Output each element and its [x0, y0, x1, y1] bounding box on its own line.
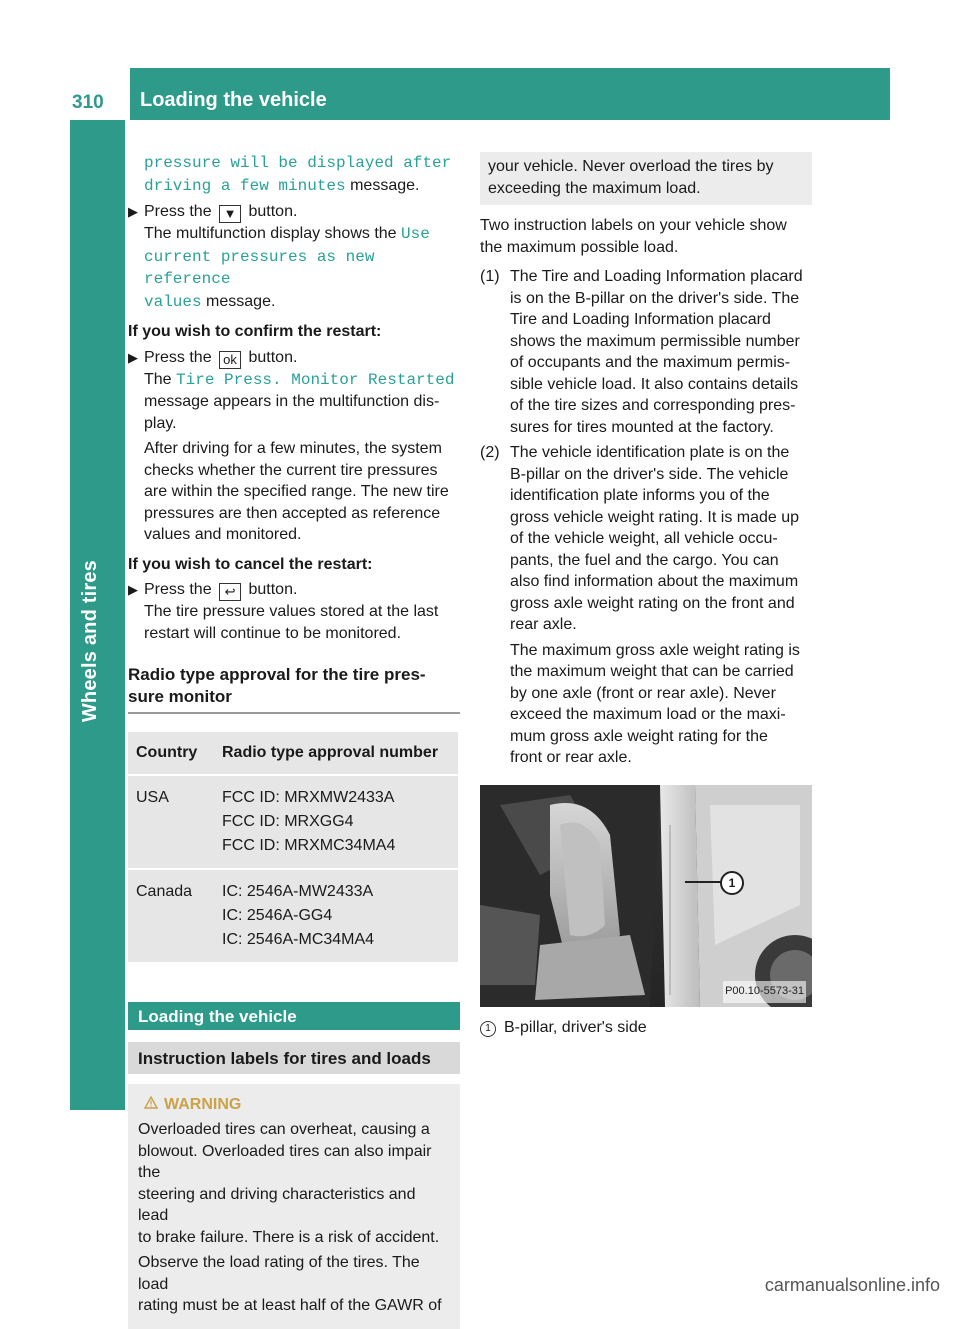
section-heading: Radio type approval for the tire pres- sure monitor	[128, 665, 426, 706]
image-code: P00.10-5573-31	[723, 981, 806, 1003]
item-number: (1)	[480, 268, 500, 285]
text: Press the	[144, 581, 217, 598]
numbered-item	[480, 266, 812, 438]
id-line: IC: 2546A-GG4	[222, 906, 333, 924]
text: message.	[345, 176, 420, 194]
text: checks whether the current tire pressures	[144, 461, 438, 479]
right-column	[480, 152, 812, 1038]
text: button.	[244, 348, 298, 366]
page-title: Loading the vehicle	[140, 89, 327, 111]
warning-continued-box	[480, 152, 812, 205]
text: rating must be at least half of the GAWR of	[138, 1297, 442, 1314]
legend-text: B-pillar, driver's side	[504, 1018, 647, 1036]
text: Press the	[144, 203, 217, 220]
id-line: FCC ID: MRXGG4	[222, 812, 354, 830]
page-number: 310	[72, 92, 104, 113]
id-line: IC: 2546A-MC34MA4	[222, 930, 375, 948]
text: message.	[201, 292, 276, 310]
ok-key-icon: ok	[219, 351, 241, 369]
cell-country: Canada	[128, 870, 214, 962]
text: to brake failure. There is a risk of accident.	[138, 1228, 440, 1246]
cell-country: USA	[128, 776, 214, 868]
col-header-number: Radio type approval number	[214, 732, 458, 774]
text: are within the specified range. The new tire	[144, 483, 449, 500]
cancel-heading: If you wish to cancel the restart:	[128, 555, 373, 573]
text: steering and driving characteristics and lead	[138, 1185, 416, 1224]
text: your vehicle. Never overload the tires by	[488, 158, 774, 175]
watermark: carmanualsonline.info	[764, 1274, 940, 1295]
instruction-step	[128, 347, 460, 546]
mono-text: values	[144, 292, 202, 311]
mono-text: Use	[401, 225, 430, 243]
text: the maximum weight that can be carried	[510, 663, 794, 680]
text: pressures are then accepted as reference	[144, 504, 441, 522]
subsection-bar-instruction-labels: Instruction labels for tires and loads	[128, 1042, 460, 1074]
text: Tire and Loading Information placard	[510, 311, 771, 328]
warning-title: WARNING	[164, 1095, 242, 1113]
table-row	[128, 776, 458, 868]
id-line: IC: 2546A-MW2433A	[222, 882, 374, 900]
section-bar-loading: Loading the vehicle	[128, 1002, 460, 1030]
text: mum gross axle weight rating for the	[510, 727, 768, 745]
back-key-icon: ↩	[219, 583, 241, 601]
text: values and monitored.	[144, 526, 302, 543]
text: blowout. Overloaded tires can also impair the	[138, 1142, 432, 1181]
text: Observe the load rating of the tires. The load	[138, 1254, 420, 1293]
warning-triangle-icon	[144, 1094, 158, 1116]
callout-marker: 1	[720, 871, 744, 895]
confirm-heading: If you wish to confirm the restart:	[128, 323, 382, 340]
legend-number: 1	[480, 1021, 496, 1037]
down-key-icon: ▼	[219, 205, 241, 223]
text: identification plate informs you of the	[510, 487, 770, 504]
step-arrow-icon: ▶	[128, 204, 138, 219]
text: Two instruction labels on your vehicle show	[480, 217, 787, 234]
id-line: FCC ID: MRXMW2433A	[222, 788, 395, 806]
id-line: FCC ID: MRXMC34MA4	[222, 836, 396, 854]
text: of occupants and the maximum permis-	[510, 354, 791, 371]
header-divider	[125, 68, 130, 120]
text: gross vehicle weight rating. It is made up	[510, 508, 800, 526]
figure-legend	[480, 1017, 812, 1039]
col-header-country: Country	[128, 732, 214, 774]
text: sures for tires mounted at the factory.	[510, 418, 774, 436]
radio-approval-table	[128, 730, 458, 964]
text: Overloaded tires can overheat, causing a	[138, 1121, 430, 1138]
step-arrow-icon: ▶	[128, 349, 138, 365]
mono-text: driving a few minutes	[144, 176, 346, 195]
text: B-pillar on the driver's side. The vehicle	[510, 465, 789, 483]
text: by one axle (front or rear axle). Never	[510, 684, 776, 702]
text: The	[144, 370, 177, 388]
text: is on the B-pillar on the driver's side. The	[510, 289, 800, 307]
text: of the vehicle weight, all vehicle occu-	[510, 530, 778, 547]
text: exceeding the maximum load.	[488, 179, 701, 197]
text: button.	[244, 581, 298, 598]
text: restart will continue to be monitored.	[144, 624, 402, 642]
text: exceed the maximum load or the maxi-	[510, 706, 786, 723]
text: The vehicle identification plate is on the	[510, 444, 790, 461]
instruction-step	[128, 579, 460, 644]
text: After driving for a few minutes, the system	[144, 440, 442, 457]
text: The Tire and Loading Information placard	[510, 268, 803, 285]
cell-ids	[214, 776, 458, 868]
text: Press the	[144, 348, 217, 366]
numbered-item	[480, 442, 812, 769]
side-tab-label: Wheels and tires	[79, 560, 101, 723]
text: The multifunction display shows the	[144, 225, 402, 242]
text: message appears in the multifunction dis-	[144, 393, 440, 410]
text: shows the maximum permissible number	[510, 332, 800, 350]
item-number: (2)	[480, 444, 500, 461]
table-row	[128, 870, 458, 962]
section-rule	[128, 712, 460, 714]
mono-text: pressure will be displayed after	[144, 154, 452, 172]
text: The maximum gross axle weight rating is	[510, 641, 800, 659]
text: sible vehicle load. It also contains details	[510, 375, 799, 393]
text: the maximum possible load.	[480, 238, 679, 256]
step-arrow-icon: ▶	[128, 582, 138, 597]
mono-text: Tire Press. Monitor Restarted	[176, 370, 455, 389]
callout-line	[685, 881, 721, 883]
mono-text: current pressures as new reference	[144, 247, 375, 288]
b-pillar-photo	[480, 785, 812, 1007]
text: rear axle.	[510, 616, 577, 633]
text: play.	[144, 414, 177, 432]
cell-ids	[214, 870, 458, 962]
text: of the tire sizes and corresponding pres-	[510, 397, 796, 414]
text: front or rear axle.	[510, 749, 632, 766]
text: gross axle weight rating on the front and	[510, 594, 795, 612]
instruction-step	[128, 201, 460, 313]
text: button.	[244, 203, 298, 220]
text: also find information about the maximum	[510, 573, 799, 590]
left-column	[128, 152, 460, 1329]
warning-box	[128, 1084, 460, 1329]
table-header-row	[128, 732, 458, 774]
text: The tire pressure values stored at the last	[144, 603, 439, 620]
car-interior-illustration	[480, 785, 812, 1007]
text: pants, the fuel and the cargo. You can	[510, 551, 779, 569]
